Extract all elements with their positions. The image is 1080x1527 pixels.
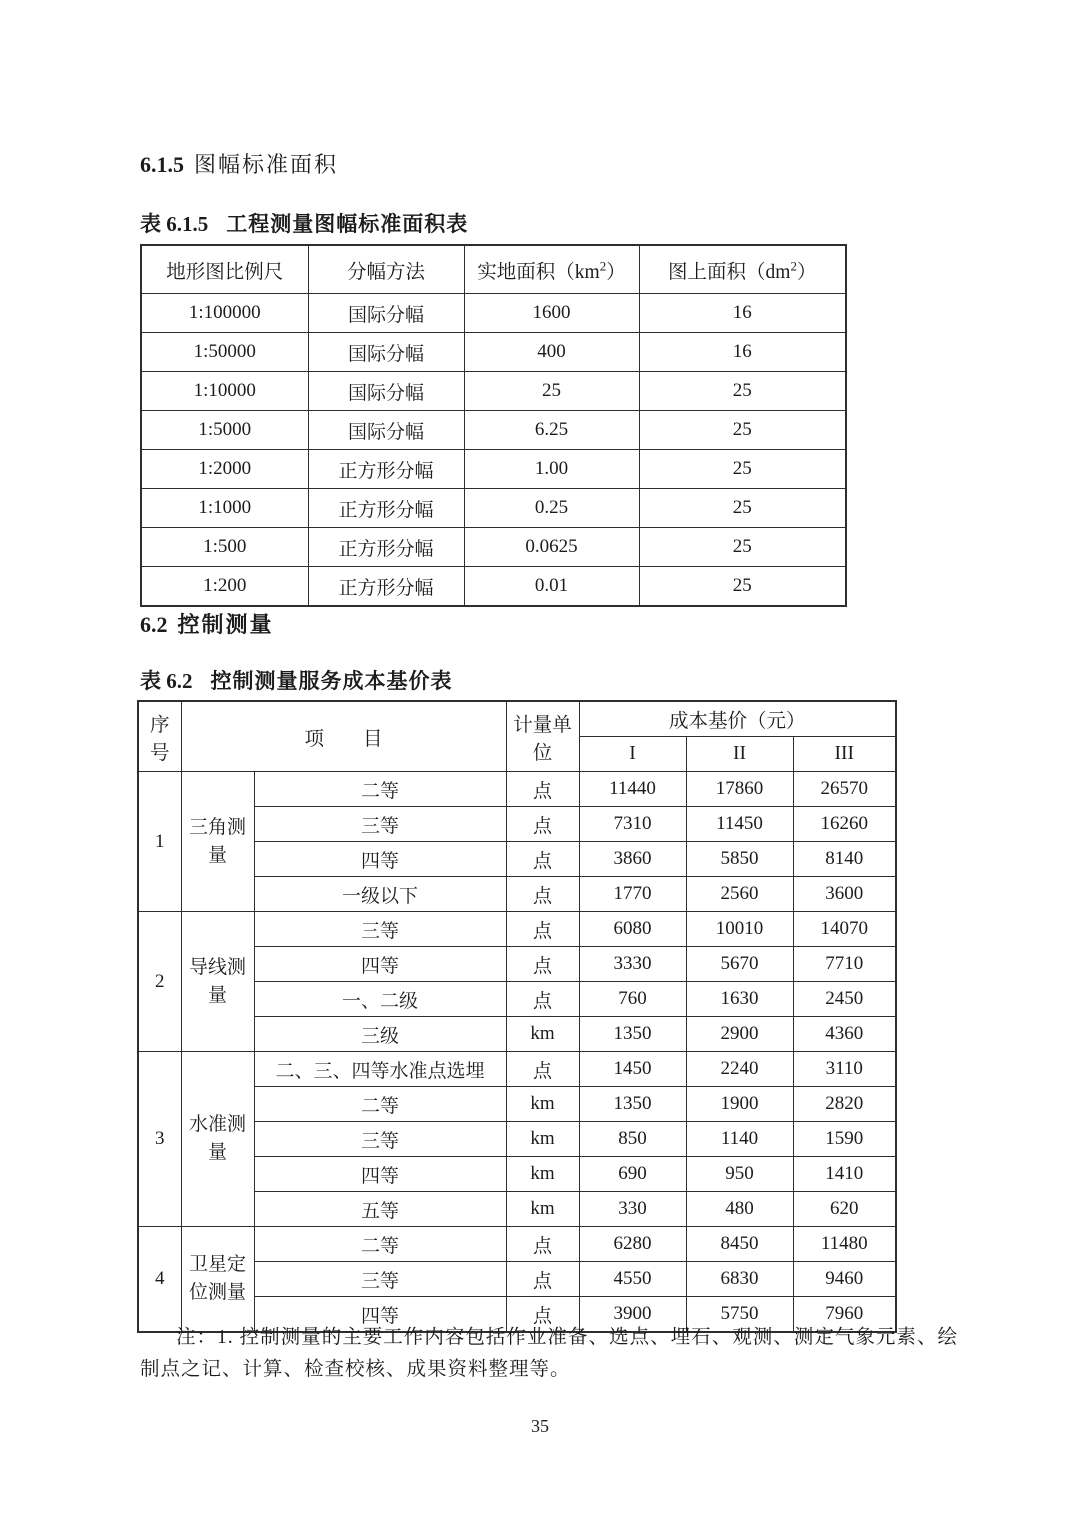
- group-seq: 2: [138, 912, 181, 1052]
- col-header-scale: 地形图比例尺: [141, 245, 308, 294]
- table-row: 五等 km 330 480 620: [138, 1192, 896, 1227]
- heading-number: 6.1.5: [140, 152, 184, 177]
- note-text: 控制测量的主要工作内容包括作业准备、选点、埋石、观测、测定气象元素、绘制点之记、计算、检查校核、成果资料整理等。: [140, 1327, 958, 1381]
- col-header-ground-area: 实地面积$(km^2)$: [464, 245, 639, 294]
- table-row: 三等 点 4550 6830 9460: [138, 1262, 896, 1297]
- heading-title: 控制测量: [177, 612, 274, 637]
- col-header-method: 分幅方法: [308, 245, 464, 294]
- table-row: 四等 点 3330 5670 7710: [138, 947, 896, 982]
- page-number: 35: [531, 1416, 549, 1436]
- table-row: 三等 点 7310 11450 16260: [138, 807, 896, 842]
- group-name: 导线测量: [181, 912, 254, 1052]
- table-row: 一、二级 点 760 1630 2450: [138, 982, 896, 1017]
- table-row: 1:5000 国际分幅 6.25 25: [141, 411, 846, 450]
- caption-label: 表 6.2: [140, 669, 193, 693]
- table-row: 2 导线测量 三等 点 6080 10010 14070: [138, 912, 896, 947]
- group-seq: 4: [138, 1227, 181, 1333]
- table-row: 1:50000 国际分幅 400 16: [141, 333, 846, 372]
- col-header-grade-2: II: [686, 737, 793, 772]
- group-name: 水准测量: [181, 1052, 254, 1227]
- table-row: 三级 km 1350 2900 4360: [138, 1017, 896, 1052]
- table-6-1-5-caption: [140, 208, 468, 238]
- caption-title: 控制测量服务成本基价表: [210, 669, 453, 693]
- caption-title: 工程测量图幅标准面积表: [226, 212, 469, 236]
- group-name: 三角测量: [181, 772, 254, 912]
- table-header-row: [141, 245, 846, 294]
- table-row: 一级以下 点 1770 2560 3600: [138, 877, 896, 912]
- col-header-map-area: 图上面积$(dm^2)$: [639, 245, 846, 294]
- table-row: 1:200 正方形分幅 0.01 25: [141, 567, 846, 607]
- note-label: 注：1.: [176, 1327, 234, 1348]
- col-header-unit: 计量单位: [506, 701, 579, 772]
- table-row: 四等 点 3900 5750 7960: [138, 1297, 896, 1333]
- control-survey-cost-table: [137, 700, 897, 1333]
- table-row: 1:10000 国际分幅 25 25: [141, 372, 846, 411]
- group-seq: 1: [138, 772, 181, 912]
- table-row: 1:2000 正方形分幅 1.00 25: [141, 450, 846, 489]
- table-row: 三等 km 850 1140 1590: [138, 1122, 896, 1157]
- map-sheet-area-table: [140, 244, 847, 607]
- heading-number: 6.2: [140, 612, 168, 637]
- table-row: 3 水准测量 二、三、四等水准点选埋 点 1450 2240 3110: [138, 1052, 896, 1087]
- col-header-grade-3: III: [793, 737, 896, 772]
- table-6-2-caption: [140, 665, 453, 695]
- col-header-item: 项 目: [181, 701, 506, 772]
- table-row: 1 三角测量 二等 点 11440 17860 26570: [138, 772, 896, 807]
- table-row: 1:1000 正方形分幅 0.25 25: [141, 489, 846, 528]
- heading-title: 图幅标准面积: [194, 152, 339, 177]
- table-header-row: [138, 701, 896, 737]
- heading-6-1-5: [140, 152, 338, 178]
- col-header-grade-1: I: [579, 737, 686, 772]
- table-row: 1:500 正方形分幅 0.0625 25: [141, 528, 846, 567]
- table-row: 1:100000 国际分幅 1600 16: [141, 294, 846, 333]
- table-row: 4 卫星定位测量 二等 点 6280 8450 11480: [138, 1227, 896, 1262]
- table-row: 四等 点 3860 5850 8140: [138, 842, 896, 877]
- col-header-cost-group: 成本基价（元）: [579, 701, 896, 737]
- group-name: 卫星定位测量: [181, 1227, 254, 1333]
- table-row: 四等 km 690 950 1410: [138, 1157, 896, 1192]
- group-seq: 3: [138, 1052, 181, 1227]
- heading-6-2: [140, 612, 274, 638]
- caption-label: 表 6.1.5: [140, 212, 209, 236]
- table-note: [140, 1322, 958, 1386]
- col-header-seq: 序号: [138, 701, 181, 772]
- table-row: 二等 km 1350 1900 2820: [138, 1087, 896, 1122]
